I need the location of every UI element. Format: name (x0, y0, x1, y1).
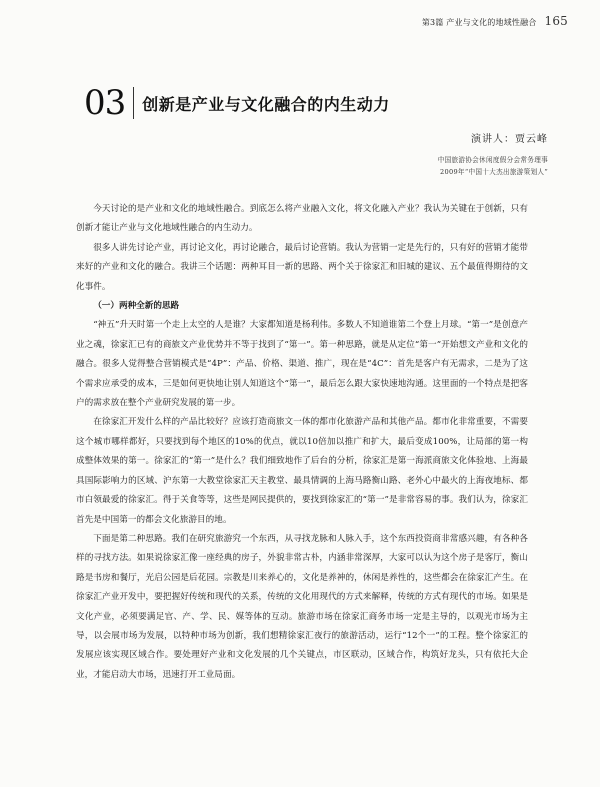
paragraph-5: 下面是第二种思路。我们在研究旅游究一个东西，从寻找龙脉和人脉入手，这个东西投资商非常感兴趣，有各种各样的寻找方法。如果说徐家汇像一座经典的房子，外貌非常古朴，内涵非常深厚，大家可以认为这个房子是客厅，衡山路是书房和餐厅，光启公园是后花园。宗教是川来养心的，文化是养神的，休闲是养性的，这些都会在徐家汇产生。在徐家汇产业开发中，要把握好传统和现代的关系，传统的文化用现代的方式来解释，传统的方式有现代的市场。如果是文化产业，必须要满足官、产、学、民、媒等体的互动。旅游市场在徐家汇商务市场一定是主导的，以观光市场为主导，以会展市场为发展，以特种市场为创新，我们想精徐家汇夜行的旅游活动，运行“12个一”的工程。整个徐家汇的发展应该实现区域合作。要处理好产业和文化发展的几个关键点，市区联动，区域合作，构筑好龙头，只有依托大企业，才能启动大市场，迅速打开工业局面。 (76, 533, 528, 680)
paragraph-1: 今天讨论的是产业和文化的地域性融合。到底怎么将产业融入文化，将文化融入产业？我认为关键在于创新，只有创新才能让产业与文化地域性融合的内生动力。 (76, 204, 528, 234)
chapter-number: 03 (84, 83, 126, 123)
chapter-heading (84, 83, 390, 123)
article-body (76, 200, 528, 685)
speaker-name: 演讲人：贾云峰 (471, 134, 548, 145)
page-number: 165 (544, 14, 568, 28)
running-head (422, 14, 568, 28)
speaker-block (438, 130, 548, 178)
chapter-divider (133, 87, 134, 119)
running-head-text: 第3篇 产业与文化的地域性融合 (421, 18, 537, 27)
paragraph-4: 在徐家汇开发什么样的产品比较好？应该打造商旅文一体的都市化旅游产品和其他产品。都市化非常重要，不需要这个城市哪样都好，只要找到每个地区的10%的优点，就以10倍加以推广和扩大，最后变成100%，让局部的第一构成整体效果的第一。徐家汇的“第一”是什么？我们细致地作了后台的分析，徐家汇是第一海派商旅文化体验地、上海最具国际影响力的区域、沪东第一大教堂徐家汇天主教堂、最具情调的上海马路衡山路、老外心中最火的上海夜地标、都市白领最爱的徐家汇。得于关食等等，这些是网民提供的，要找到徐家汇的“第一”是非常容易的事。我们认为，徐家汇首先是中国第一的都会文化旅游目的地。 (76, 417, 528, 525)
chapter-title: 创新是产业与文化融合的内生动力 (142, 94, 390, 114)
paragraph-3: “神五”升天时第一个走上太空的人是谁？大家都知道是杨利伟。多数人不知道谁第二个登上月球。“第一”是创意产业之魂，徐家汇已有的商旅文产业优势并不等于找到了“第一”。第一种思路，就是从定位“第一”开始想文产业和文化的融合。很多人觉得整合营销模式是“4P”：产品、价格、渠道、推广，现在是“4C”：首先是客户有无需求，二是为了这个需求应承受的成本，三是如何更快地让别人知道这个“第一”，最后怎么跟大家快速地沟通。这里面的一个特点是把客户的需求放在整个产业研究发展的第一步。 (76, 320, 528, 409)
speaker-affiliation-2: 2009年“中国十大杰出旅游策划人” (439, 168, 548, 176)
paragraph-2: 很多人讲先讨论产业，再讨论文化，再讨论融合，最后讨论营销。我认为营销一定是先行的，只有好的营销才能带来好的产业和文化的融合。我讲三个话题：两种耳目一新的思路、两个关于徐家汇和旧城的建议、五个最值得期待的文化事件。 (76, 242, 528, 292)
section-heading-1: （一）两种全新的思路 (93, 301, 180, 312)
speaker-affiliation-1: 中国旅游协会休闲度假分会常务理事 (437, 156, 548, 164)
